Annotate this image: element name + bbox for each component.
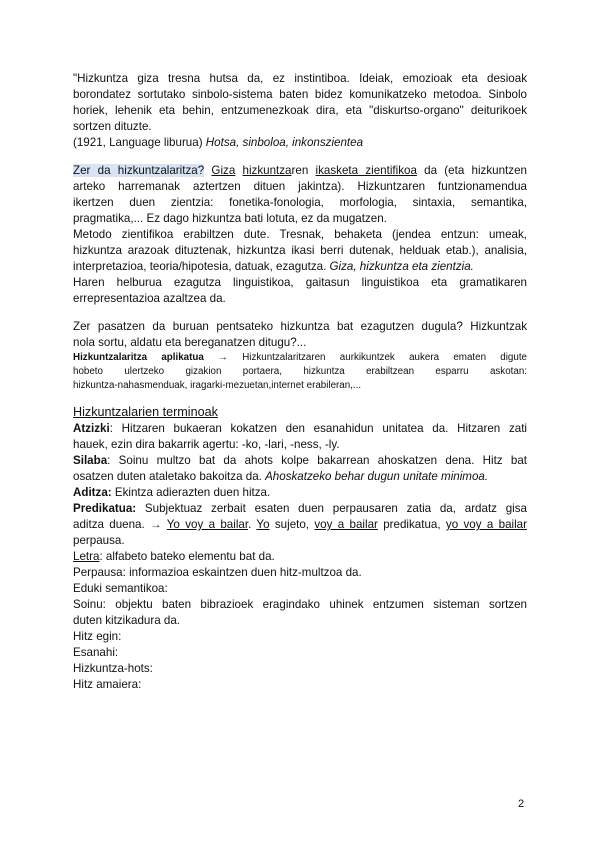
quote-line-1: "Hizkuntza giza tresna hutsa da, ez instintiboa. Ideiak, emozioak eta desioak xyxy=(73,72,527,85)
predikatua-line-2 xyxy=(73,517,527,533)
example-subject: sujeto, xyxy=(269,518,315,531)
silaba-text-2: osatzen duten ataletako bakoitza da. xyxy=(73,470,266,483)
letra-line xyxy=(73,549,527,565)
quote-source-ref: (1921, Language liburua) xyxy=(73,136,206,149)
aditza-text: Ekintza adierazten duen hitza. xyxy=(111,486,271,499)
example-sentence: Yo voy a bailar xyxy=(166,518,249,531)
page-number: 2 xyxy=(518,798,525,810)
letra-text: : alfabeto bateko elementu bat da. xyxy=(99,550,275,563)
silaba-line-2 xyxy=(73,469,527,485)
predikatua-label: Predikatua: xyxy=(73,502,137,515)
example-yo: Yo xyxy=(256,518,270,531)
word-giza: Giza xyxy=(211,164,236,177)
method-line-1: Metodo zientifikoa erabiltzen dute. Tresnak, behaketa (jendea entzun: umeak, xyxy=(73,228,527,241)
goal-line-1: Haren helburua ezagutza linguistikoa, gaitasun linguistikoa eta gramatikaren xyxy=(73,276,527,289)
predikatua-line-1 xyxy=(73,501,527,517)
applied-line-1 xyxy=(73,351,527,364)
definition-line-1 xyxy=(73,163,527,179)
predikatua-text-1: Subjektuaz zerbait esaten duen perpausaren zatia da, ardatz gisa xyxy=(136,502,527,515)
definition-line-2: arteko harremanak aztertzen dituen jakintza). Hizkuntzaren funtzionamendua xyxy=(73,180,527,193)
example-dot: . xyxy=(248,518,257,531)
predikatua-text-2: aditza duena. → xyxy=(73,518,167,531)
soinu-line-2: duten kitzikadura da. xyxy=(73,614,180,627)
aditza-line xyxy=(73,485,527,501)
question-line-2: nola sortu, aldatu eta bereganatzen ditugu?... xyxy=(73,336,307,349)
applied-text-1: → Hizkuntzalaritzaren aurkikuntzek aukera ematen digute xyxy=(203,352,527,363)
letra-label: Letra xyxy=(73,550,100,563)
example-predicate: voy a bailar xyxy=(314,518,378,531)
example-predicate-text: predikatua, xyxy=(377,518,446,531)
quote-line-3: horiek, lehenik eta behin, entzumenezkoak dira, eta "diskurtso-organo" deiturikoek xyxy=(73,104,527,117)
method-tags: Giza, hizkuntza eta zientzia. xyxy=(329,260,474,273)
silaba-italic: Ahoskatzeko behar dugun unitate minimoa. xyxy=(265,470,489,483)
word-hizkuntzaren: hizkuntza xyxy=(242,164,292,177)
aditza-label: Aditza: xyxy=(73,486,112,499)
quote-line-4: sortzen dituzte. xyxy=(73,120,152,133)
word-suffix-ren: ren xyxy=(291,164,309,177)
question-line-1: Zer pasatzen da buruan pentsateko hizkuntza bat ezagutzen dugula? Hizkuntzak xyxy=(73,320,527,333)
applied-line-2: hobeto ulertzeko gizakion portaera, hizkuntza erabiltzean esparru askotan: xyxy=(73,366,527,377)
example-full: yo voy a bailar xyxy=(445,518,527,531)
method-line-2: hizkuntza arazoak dituztenak, hizkuntza ikasi berri dutenak, helduak etab.), analisia, xyxy=(73,244,527,257)
quote-line-2: borondatez sortutako sinbolo-sistema baten bidez komunikatzeko metodoa. Sinbolo xyxy=(73,88,527,101)
hitz-egin-line: Hitz egin: xyxy=(73,630,122,643)
silaba-line-1 xyxy=(73,453,527,469)
definition-line-3: ikertzen duen zientzia: fonetika-fonologia, morfologia, sintaxia, semantika, xyxy=(73,196,527,209)
esanahi-line: Esanahi: xyxy=(73,646,119,659)
definition-rest-1: da (eta hizkuntzen xyxy=(416,164,527,177)
hitz-amaiera-line: Hitz amaiera: xyxy=(73,678,142,691)
eduki-line: Eduki semantikoa: xyxy=(73,582,168,595)
soinu-line-1: Soinu: objektu baten bibrazioek eragindako uhinek entzumen sisteman sortzen xyxy=(73,598,527,611)
applied-term: Hizkuntzalaritza aplikatua xyxy=(73,352,204,363)
goal-line-2: errepresentazioa azaltzea da. xyxy=(73,292,226,305)
method-text: interpretazioa, teoria/hipotesia, datuak, ezagutza. xyxy=(73,260,330,273)
atzizki-line-2: hauek, ezin dira bakarrik agertu: -ko, -lari, -ness, -ly. xyxy=(73,438,340,451)
perpausa-line: Perpausa: informazioa eskaintzen duen hitz-multzoa da. xyxy=(73,566,362,579)
quote-source xyxy=(73,135,527,151)
atzizki-text-1: : Hitzaren bukaeran kokatzen den esanahidun unitatea da. Hitzaren zati xyxy=(109,422,527,435)
atzizki-line-1 xyxy=(73,421,527,437)
definition-question: Zer da hizkuntzalaritza? xyxy=(73,164,205,177)
quote-source-tags: Hotsa, sinboloa, inkonszientea xyxy=(205,136,364,149)
terms-heading: Hizkuntzalarien terminoak xyxy=(73,405,218,419)
method-line-3 xyxy=(73,259,527,275)
hizkuntza-hots-line: Hizkuntza-hots: xyxy=(73,662,153,675)
silaba-text-1: : Soinu multzo bat da ahots kolpe bakarrean ahoskatzen dena. Hitz bat xyxy=(107,454,527,467)
word-ikasketa: ikasketa zientifikoa xyxy=(315,164,417,177)
silaba-label: Silaba xyxy=(73,454,108,467)
predikatua-line-3: perpausa. xyxy=(73,534,125,547)
applied-line-3: hizkuntza-nahasmenduak, iragarki-mezuetan,internet erabileran,... xyxy=(73,380,362,391)
atzizki-label: Atzizki xyxy=(73,422,110,435)
definition-line-4: pragmatika,... Ez dago hizkuntza bati lotuta, ez da mugatzen. xyxy=(73,212,387,225)
